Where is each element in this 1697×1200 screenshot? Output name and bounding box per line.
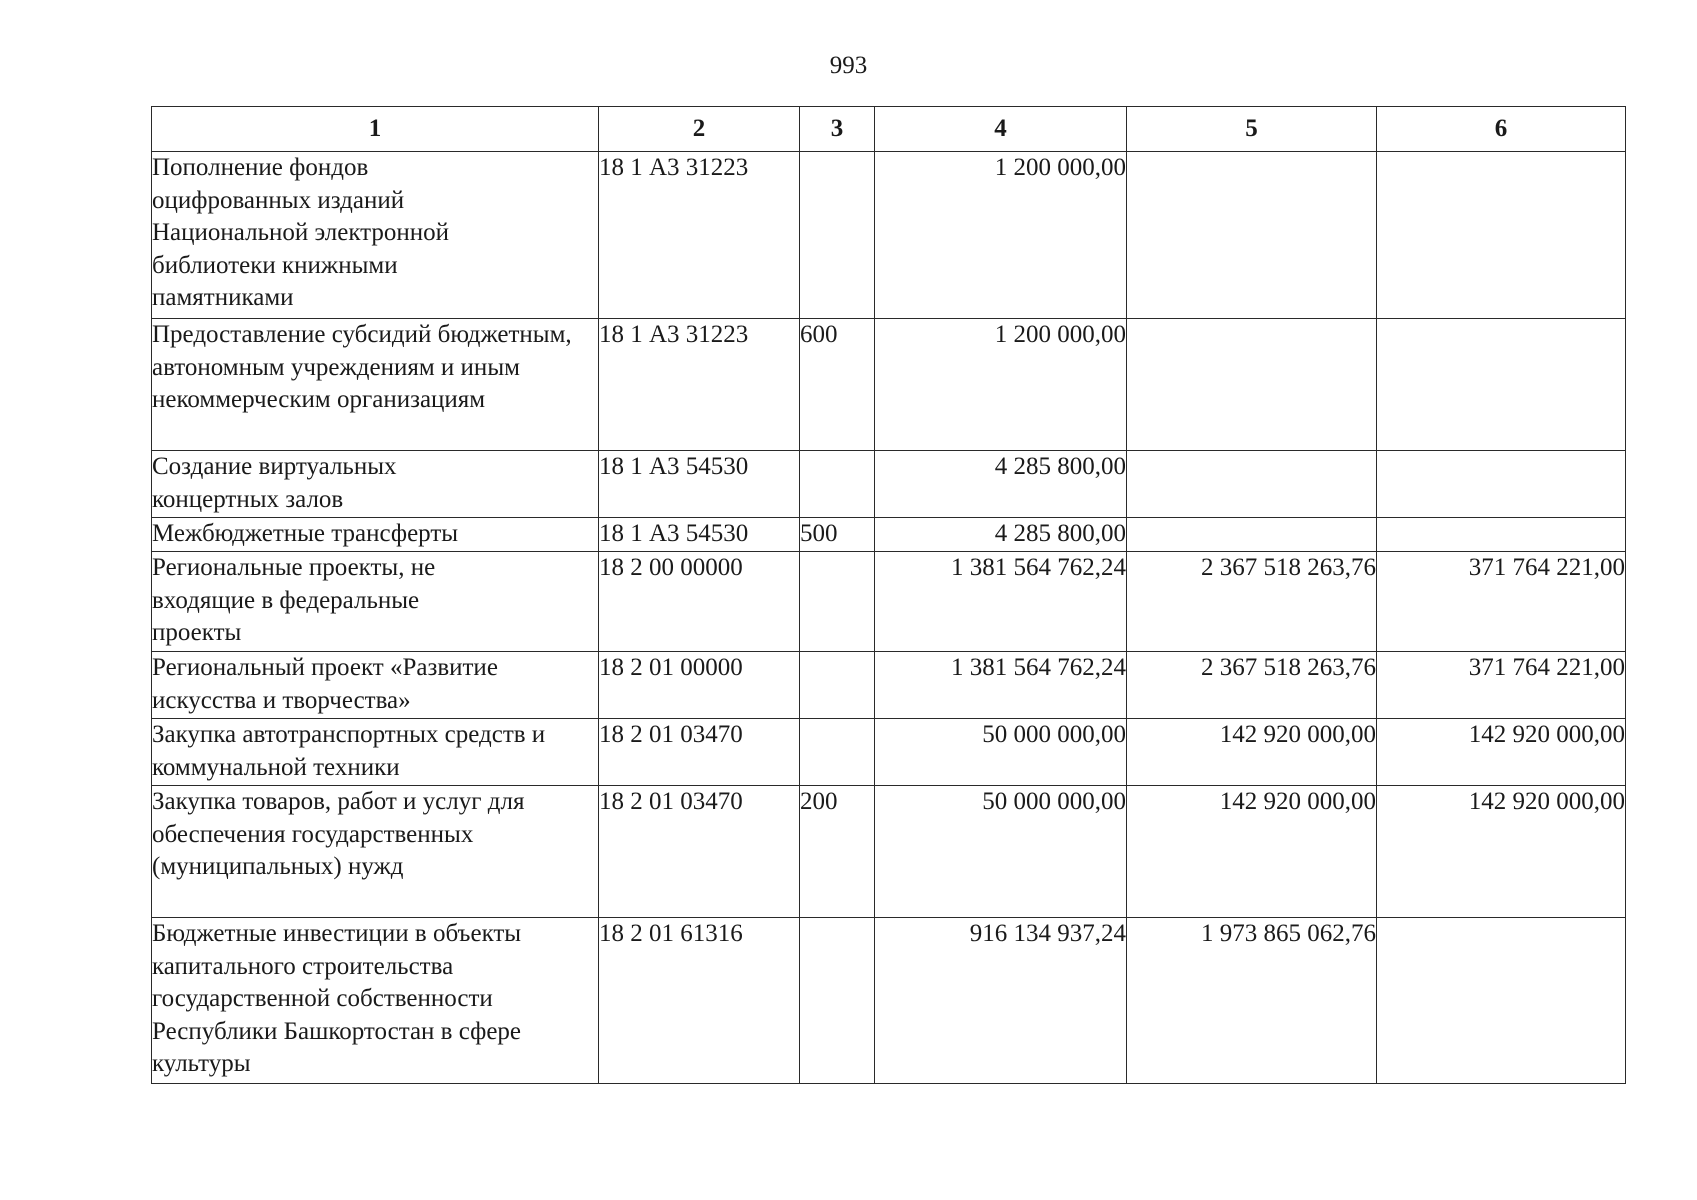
row-value-5: 142 920 000,00 bbox=[1127, 719, 1377, 786]
row-name: Региональный проект «Развитие искусства и творчества» bbox=[152, 652, 599, 719]
row-expense-type bbox=[800, 652, 875, 719]
row-value-6: 142 920 000,00 bbox=[1377, 719, 1626, 786]
row-value-5 bbox=[1127, 319, 1377, 451]
row-value-4: 4 285 800,00 bbox=[875, 518, 1127, 552]
row-code: 18 1 А3 54530 bbox=[599, 451, 800, 518]
row-value-6 bbox=[1377, 518, 1626, 552]
row-expense-type bbox=[800, 918, 875, 1084]
row-code: 18 2 01 61316 bbox=[599, 918, 800, 1084]
row-expense-type: 500 bbox=[800, 518, 875, 552]
page-number: 993 bbox=[829, 52, 868, 79]
header-row bbox=[152, 107, 1626, 152]
row-expense-type: 600 bbox=[800, 319, 875, 451]
row-name: Закупка автотранспортных средств и коммунальной техники bbox=[152, 719, 599, 786]
row-name: Пополнение фондов оцифрованных изданий Национальной электронной библиотеки книжными памятниками bbox=[152, 152, 599, 319]
row-value-5 bbox=[1127, 451, 1377, 518]
row-expense-type bbox=[800, 552, 875, 652]
row-expense-type bbox=[800, 719, 875, 786]
col-header-6: 6 bbox=[1377, 107, 1626, 152]
table-row bbox=[152, 319, 1626, 451]
row-name: Предоставление субсидий бюджетным, автономным учреждениям и иным некоммерческим организациям bbox=[152, 319, 599, 451]
row-expense-type bbox=[800, 451, 875, 518]
col-header-4: 4 bbox=[875, 107, 1127, 152]
row-code: 18 2 01 03470 bbox=[599, 719, 800, 786]
row-value-5 bbox=[1127, 152, 1377, 319]
table-row bbox=[152, 152, 1626, 319]
col-header-1: 1 bbox=[152, 107, 599, 152]
row-value-4: 50 000 000,00 bbox=[875, 719, 1127, 786]
budget-table bbox=[151, 106, 1626, 1084]
row-value-5 bbox=[1127, 518, 1377, 552]
row-expense-type: 200 bbox=[800, 786, 875, 918]
row-name: Межбюджетные трансферты bbox=[152, 518, 599, 552]
row-value-4: 1 200 000,00 bbox=[875, 152, 1127, 319]
row-name: Закупка товаров, работ и услуг для обеспечения государственных (муниципальных) нужд bbox=[152, 786, 599, 918]
row-value-4: 1 381 564 762,24 bbox=[875, 552, 1127, 652]
row-expense-type bbox=[800, 152, 875, 319]
row-value-4: 4 285 800,00 bbox=[875, 451, 1127, 518]
row-value-6 bbox=[1377, 918, 1626, 1084]
row-value-6 bbox=[1377, 319, 1626, 451]
row-code: 18 1 А3 31223 bbox=[599, 319, 800, 451]
col-header-5: 5 bbox=[1127, 107, 1377, 152]
row-value-6 bbox=[1377, 152, 1626, 319]
col-header-2: 2 bbox=[599, 107, 800, 152]
row-value-5: 2 367 518 263,76 bbox=[1127, 552, 1377, 652]
row-value-5: 1 973 865 062,76 bbox=[1127, 918, 1377, 1084]
table-row bbox=[152, 786, 1626, 918]
table-row bbox=[152, 652, 1626, 719]
table-row bbox=[152, 451, 1626, 518]
row-code: 18 1 А3 31223 bbox=[599, 152, 800, 319]
row-value-4: 916 134 937,24 bbox=[875, 918, 1127, 1084]
row-name: Бюджетные инвестиции в объекты капитального строительства государственной собственности Республики Башкортостан в сфере культуры bbox=[152, 918, 599, 1084]
row-code: 18 2 01 00000 bbox=[599, 652, 800, 719]
table-row bbox=[152, 552, 1626, 652]
row-name: Региональные проекты, не входящие в федеральные проекты bbox=[152, 552, 599, 652]
row-code: 18 1 А3 54530 bbox=[599, 518, 800, 552]
row-name: Создание виртуальных концертных залов bbox=[152, 451, 599, 518]
table-row bbox=[152, 918, 1626, 1084]
row-value-6: 371 764 221,00 bbox=[1377, 652, 1626, 719]
row-code: 18 2 01 03470 bbox=[599, 786, 800, 918]
row-value-6 bbox=[1377, 451, 1626, 518]
row-code: 18 2 00 00000 bbox=[599, 552, 800, 652]
row-value-4: 1 200 000,00 bbox=[875, 319, 1127, 451]
row-value-5: 2 367 518 263,76 bbox=[1127, 652, 1377, 719]
row-value-6: 142 920 000,00 bbox=[1377, 786, 1626, 918]
table-row bbox=[152, 719, 1626, 786]
row-value-5: 142 920 000,00 bbox=[1127, 786, 1377, 918]
row-value-6: 371 764 221,00 bbox=[1377, 552, 1626, 652]
row-value-4: 50 000 000,00 bbox=[875, 786, 1127, 918]
row-value-4: 1 381 564 762,24 bbox=[875, 652, 1127, 719]
table-row bbox=[152, 518, 1626, 552]
col-header-3: 3 bbox=[800, 107, 875, 152]
